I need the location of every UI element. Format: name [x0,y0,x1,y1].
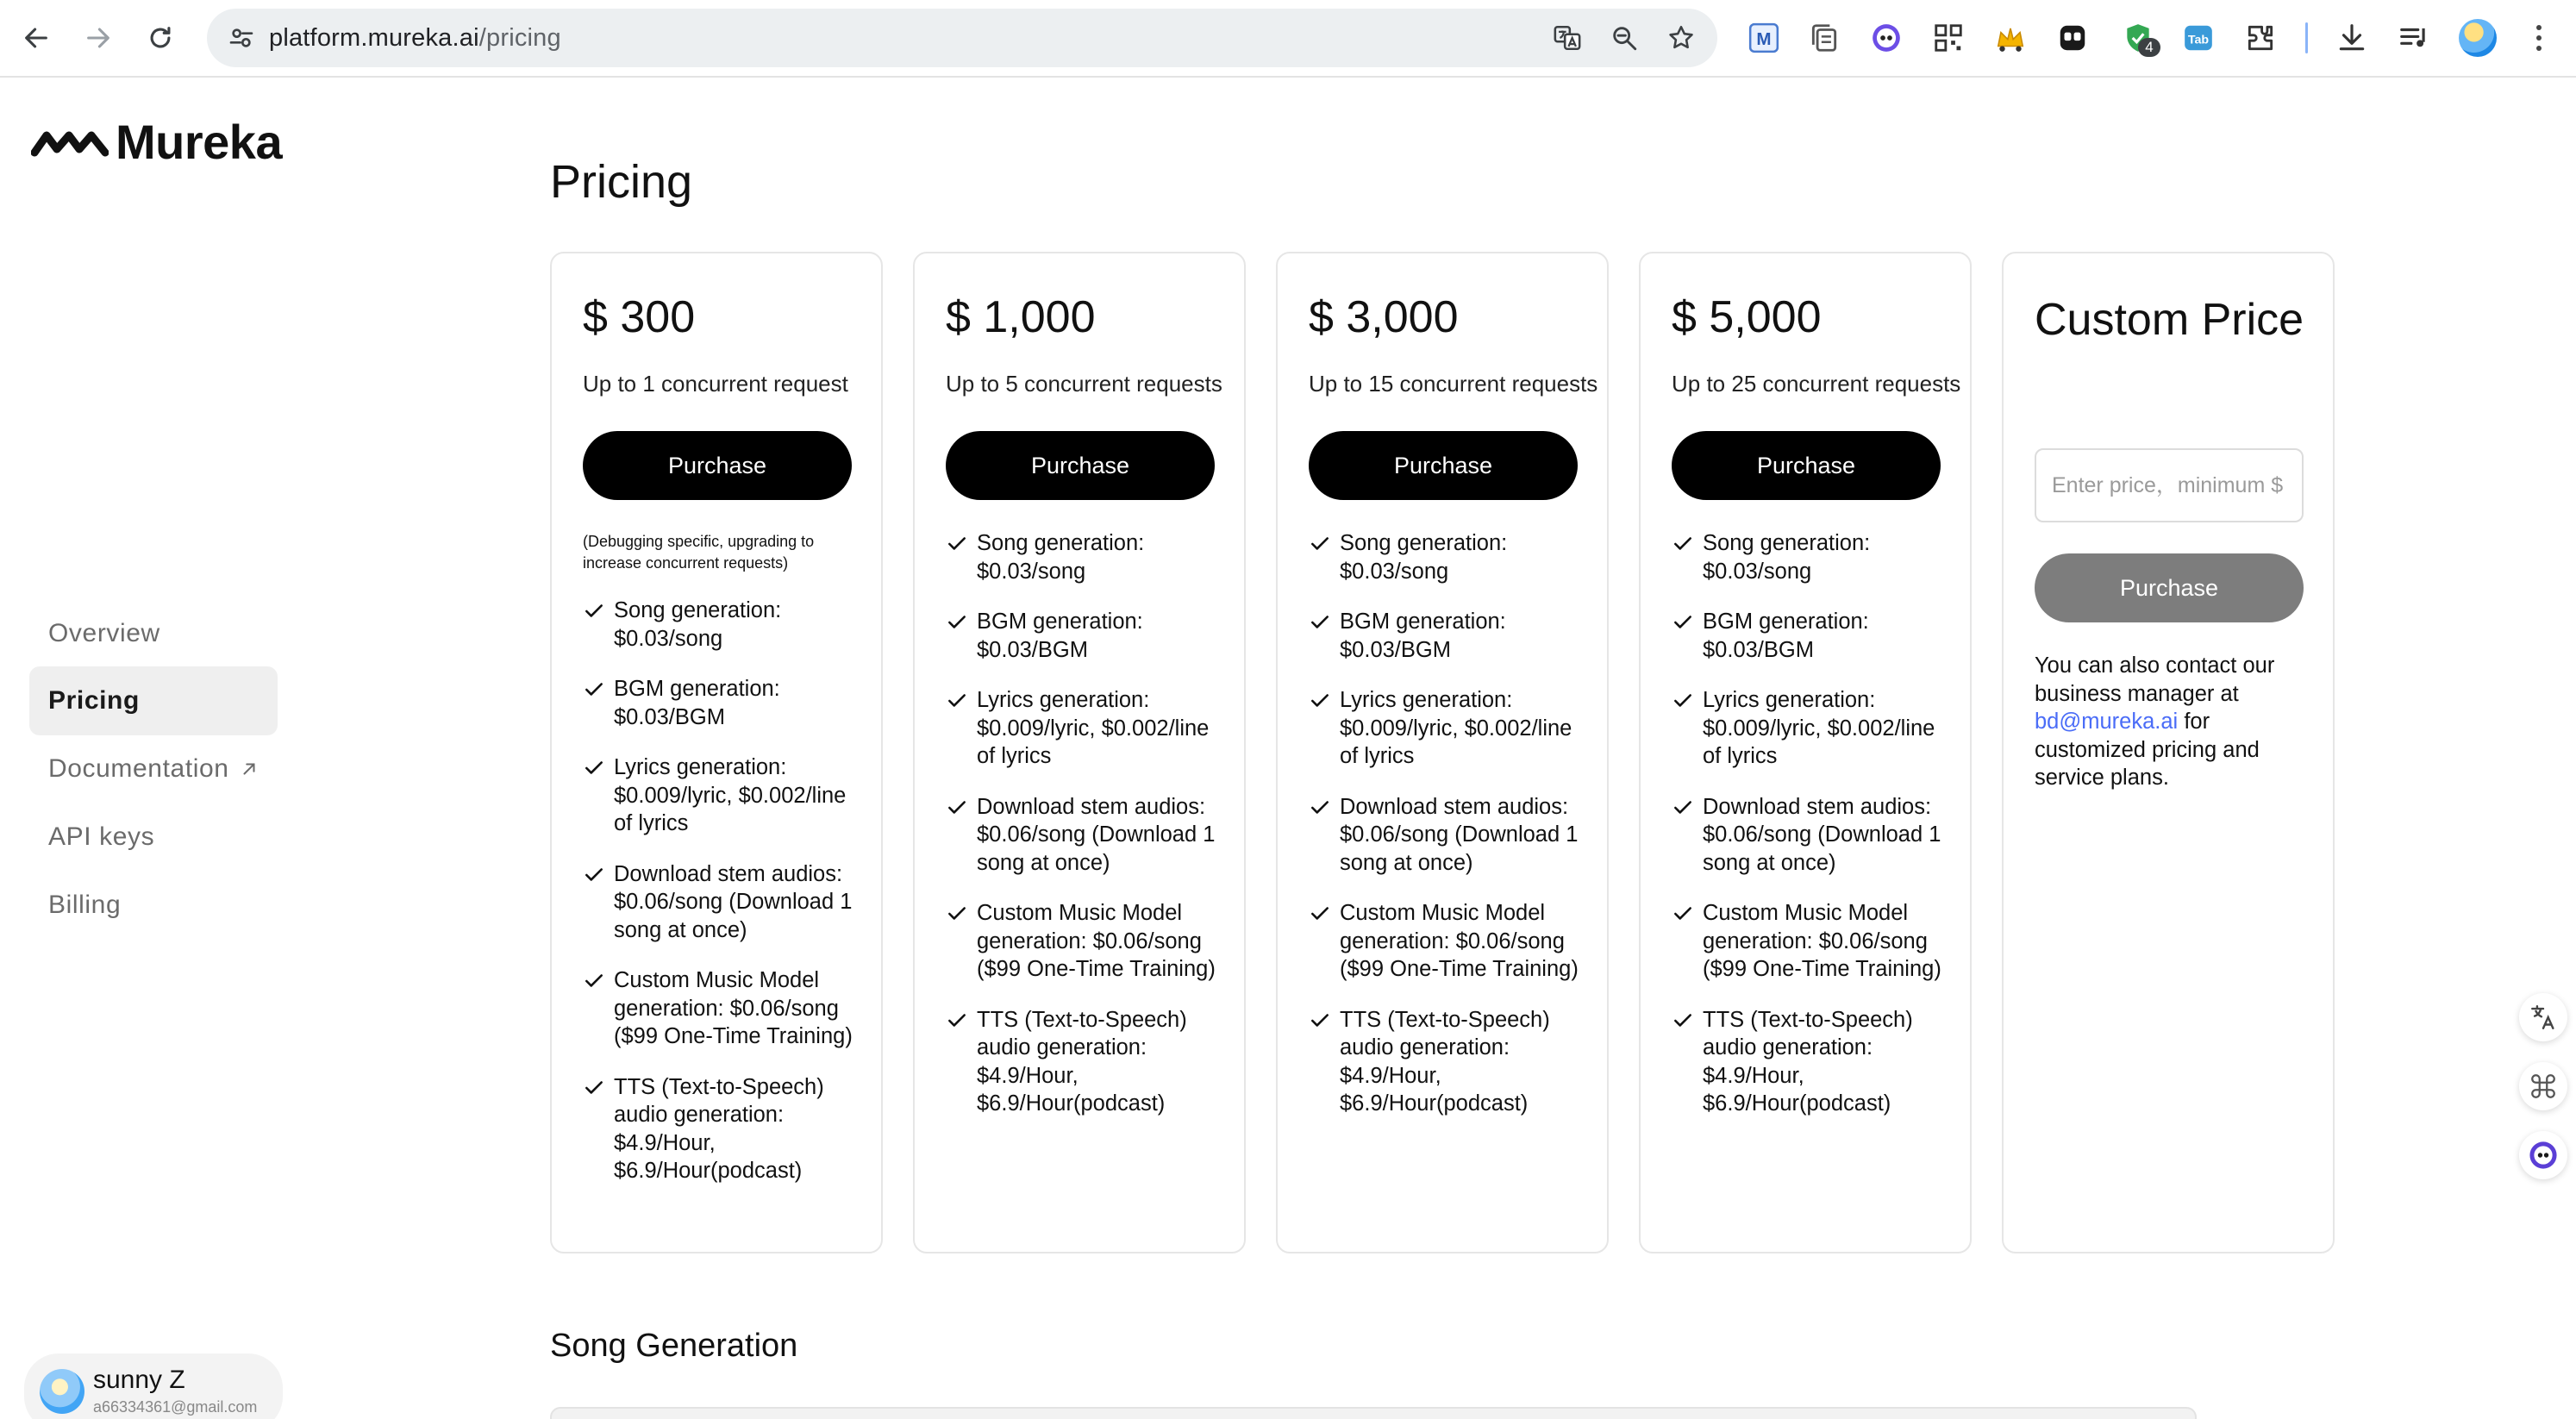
sidebar-item-label: Pricing [48,686,140,715]
feature-item [1309,608,1593,664]
toolbar-divider [2305,22,2308,53]
check-icon [583,600,605,622]
sidebar-item-billing[interactable] [29,871,278,940]
media-queue-icon[interactable] [2395,19,2433,57]
address-bar[interactable] [207,9,1717,67]
extension-crown-icon[interactable] [1991,19,2029,57]
bookmark-star-icon[interactable] [1664,21,1698,55]
feature-item [1672,686,1956,771]
check-icon [946,1010,968,1032]
feature-item [583,860,867,945]
extension-qr-icon[interactable] [1929,19,1967,57]
mureka-logo[interactable] [31,114,282,170]
plan-card-1000 [913,252,1246,1253]
url-path: /pricing [478,24,561,52]
reload-button[interactable] [138,16,183,60]
custom-price-title: Custom Price [2035,295,2304,345]
feature-item [946,608,1230,664]
feature-item [1672,899,1956,984]
feature-text: TTS (Text-to-Speech) audio generation: $4.9/Hour, $6.9/Hour(podcast) [1340,1007,1550,1116]
extension-bot-icon[interactable] [2054,19,2091,57]
sidebar-item-label: Overview [48,619,160,647]
check-icon [583,757,605,779]
feature-item [583,753,867,838]
custom-purchase-button[interactable]: Purchase [2035,553,2304,622]
feature-text: Song generation: $0.03/song [1340,531,1508,584]
section-title-song-generation: Song Generation [550,1328,798,1364]
plan-features-list [946,529,1230,1141]
feature-text: Lyrics generation: $0.009/lyric, $0.002/line of lyrics [977,688,1210,768]
reload-icon [146,23,175,53]
user-name: sunny Z [93,1366,185,1394]
check-icon [1672,533,1694,555]
feature-text: BGM generation: $0.03/BGM [977,609,1143,662]
plan-card-300 [550,252,883,1253]
check-icon [946,797,968,819]
plan-price: $ 1,000 [946,292,1096,342]
feature-text: TTS (Text-to-Speech) audio generation: $4.9/Hour, $6.9/Hour(podcast) [1703,1007,1913,1116]
floating-apps-button[interactable] [2519,1062,2567,1110]
extension-m-label: M [1756,28,1772,49]
plan-features-list [1672,529,1956,1141]
sidebar-item-label: API keys [48,822,155,851]
check-icon [946,903,968,925]
purchase-button[interactable]: Purchase [1309,431,1578,500]
feature-item [1672,529,1956,585]
feature-text: Song generation: $0.03/song [614,598,782,651]
extensions-puzzle-icon[interactable] [2241,19,2279,57]
browser-toolbar [0,0,2576,78]
feature-item [583,597,867,653]
check-icon [583,678,605,701]
feature-text: Custom Music Model generation: $0.06/song ($99 One-Time Training) [1703,901,1941,981]
check-icon [1672,1010,1694,1032]
plan-concurrency: Up to 5 concurrent requests [946,371,1222,397]
plan-card-5000 [1639,252,1972,1253]
feature-text: Lyrics generation: $0.009/lyric, $0.002/line of lyrics [1340,688,1572,768]
plan-card-3000 [1276,252,1609,1253]
feature-text: Custom Music Model generation: $0.06/song ($99 One-Time Training) [977,901,1216,981]
user-account-pill[interactable] [24,1353,283,1419]
check-icon [1309,1010,1331,1032]
avatar [40,1369,84,1414]
check-icon [583,1077,605,1099]
check-icon [583,864,605,886]
feature-text: Custom Music Model generation: $0.06/song ($99 One-Time Training) [614,968,853,1048]
plan-price: $ 3,000 [1309,292,1459,342]
url-text[interactable] [269,24,561,53]
check-icon [1672,611,1694,634]
feature-item [583,675,867,731]
extension-copy-icon[interactable] [1805,19,1843,57]
check-icon [946,533,968,555]
feature-text: Song generation: $0.03/song [1703,531,1871,584]
user-email: a66334361@gmail.com [93,1398,258,1416]
site-settings-icon[interactable] [222,19,260,57]
feature-text: BGM generation: $0.03/BGM [614,677,780,729]
floating-translate-button[interactable] [2519,993,2567,1041]
external-link-icon [240,760,259,778]
feature-item [583,966,867,1051]
feature-text: Custom Music Model generation: $0.06/song ($99 One-Time Training) [1340,901,1579,981]
extension-shield-icon[interactable] [2119,19,2157,57]
contact-text-before: You can also contact our business manager at [2035,653,2275,706]
feature-item [1672,608,1956,664]
extension-eyes-icon[interactable] [1867,19,1905,57]
feature-text: Download stem audios: $0.06/song (Download 1 song at once) [977,794,1216,875]
plan-concurrency: Up to 25 concurrent requests [1672,371,1961,397]
translate-icon[interactable] [1550,21,1585,55]
feature-item [946,686,1230,771]
feature-text: Lyrics generation: $0.009/lyric, $0.002/line of lyrics [1703,688,1935,768]
plan-concurrency: Up to 1 concurrent request [583,371,848,397]
check-icon [1309,611,1331,634]
profile-avatar[interactable] [2459,19,2497,57]
plan-price: $ 300 [583,292,696,342]
purchase-button[interactable]: Purchase [1672,431,1941,500]
assistant-eyes-icon [2529,1141,2558,1170]
back-button[interactable] [14,16,59,60]
check-icon [946,690,968,712]
custom-price-input[interactable] [2035,448,2304,522]
check-icon [1672,690,1694,712]
check-icon [583,970,605,992]
extension-tab-label: Tab [2187,33,2210,47]
download-icon[interactable] [2333,19,2371,57]
feature-item [1672,793,1956,878]
feature-item [946,1006,1230,1118]
sidebar-item-label: Documentation [48,754,229,783]
plan-price: $ 5,000 [1672,292,1822,342]
plan-note: (Debugging specific, upgrading to increase concurrent requests) [583,533,815,572]
command-icon [2529,1072,2558,1101]
feature-item [1309,529,1593,585]
contact-email-link[interactable]: bd@mureka.ai [2035,710,2179,734]
zoom-icon[interactable] [1607,21,1641,55]
sidebar-item-documentation[interactable] [29,735,278,803]
contact-text-after: for customized pricing and service plans. [2035,710,2260,790]
check-icon [1309,797,1331,819]
check-icon [946,611,968,634]
check-icon [1672,797,1694,819]
feature-text: Download stem audios: $0.06/song (Download 1 song at once) [1340,794,1579,875]
check-icon [1309,690,1331,712]
extension-m-icon[interactable] [1745,19,1783,57]
logo-text: Mureka [116,115,283,169]
feature-item [946,899,1230,984]
feature-text: Download stem audios: $0.06/song (Download 1 song at once) [614,861,853,942]
feature-item [1309,1006,1593,1118]
browser-menu-icon[interactable] [2526,19,2552,57]
feature-item [1672,1006,1956,1118]
sidebar-item-pricing[interactable] [29,666,278,735]
feature-text: TTS (Text-to-Speech) audio generation: $4.9/Hour, $6.9/Hour(podcast) [614,1074,824,1183]
pricing-table-header [550,1407,2197,1419]
feature-item [946,793,1230,878]
extension-badge-count: 4 [2138,38,2160,57]
feature-item [1309,899,1593,984]
check-icon [1309,533,1331,555]
feature-text: Download stem audios: $0.06/song (Download 1 song at once) [1703,794,1941,875]
sidebar-item-api-keys[interactable] [29,803,278,872]
feature-item [583,1073,867,1185]
page-title: Pricing [550,156,693,208]
url-host: platform.mureka.ai [269,24,479,52]
custom-price-card [2002,252,2335,1253]
feature-text: Lyrics generation: $0.009/lyric, $0.002/line of lyrics [614,755,847,835]
plan-concurrency: Up to 15 concurrent requests [1309,371,1598,397]
floating-assistant-button[interactable] [2519,1131,2567,1179]
check-icon [1309,903,1331,925]
purchase-button[interactable]: Purchase [946,431,1215,500]
plan-features-list [1309,529,1593,1141]
sidebar-item-overview[interactable] [29,599,278,668]
feature-text: TTS (Text-to-Speech) audio generation: $4.9/Hour, $6.9/Hour(podcast) [977,1007,1187,1116]
feature-item [946,529,1230,585]
arrow-left-icon [22,23,51,53]
translate-icon [2529,1003,2558,1032]
arrow-right-icon [84,23,113,53]
purchase-button[interactable]: Purchase [583,431,852,500]
sidebar-item-label: Billing [48,891,122,919]
extension-tab-icon[interactable] [2179,19,2217,57]
plan-features-list [583,597,867,1208]
check-icon [1672,903,1694,925]
mureka-logo-icon [31,123,109,161]
feature-text: Song generation: $0.03/song [977,531,1145,584]
contact-text [2035,652,2310,792]
feature-text: BGM generation: $0.03/BGM [1340,609,1506,662]
feature-item [1309,793,1593,878]
feature-item [1309,686,1593,771]
forward-button[interactable] [76,16,121,60]
feature-text: BGM generation: $0.03/BGM [1703,609,1869,662]
